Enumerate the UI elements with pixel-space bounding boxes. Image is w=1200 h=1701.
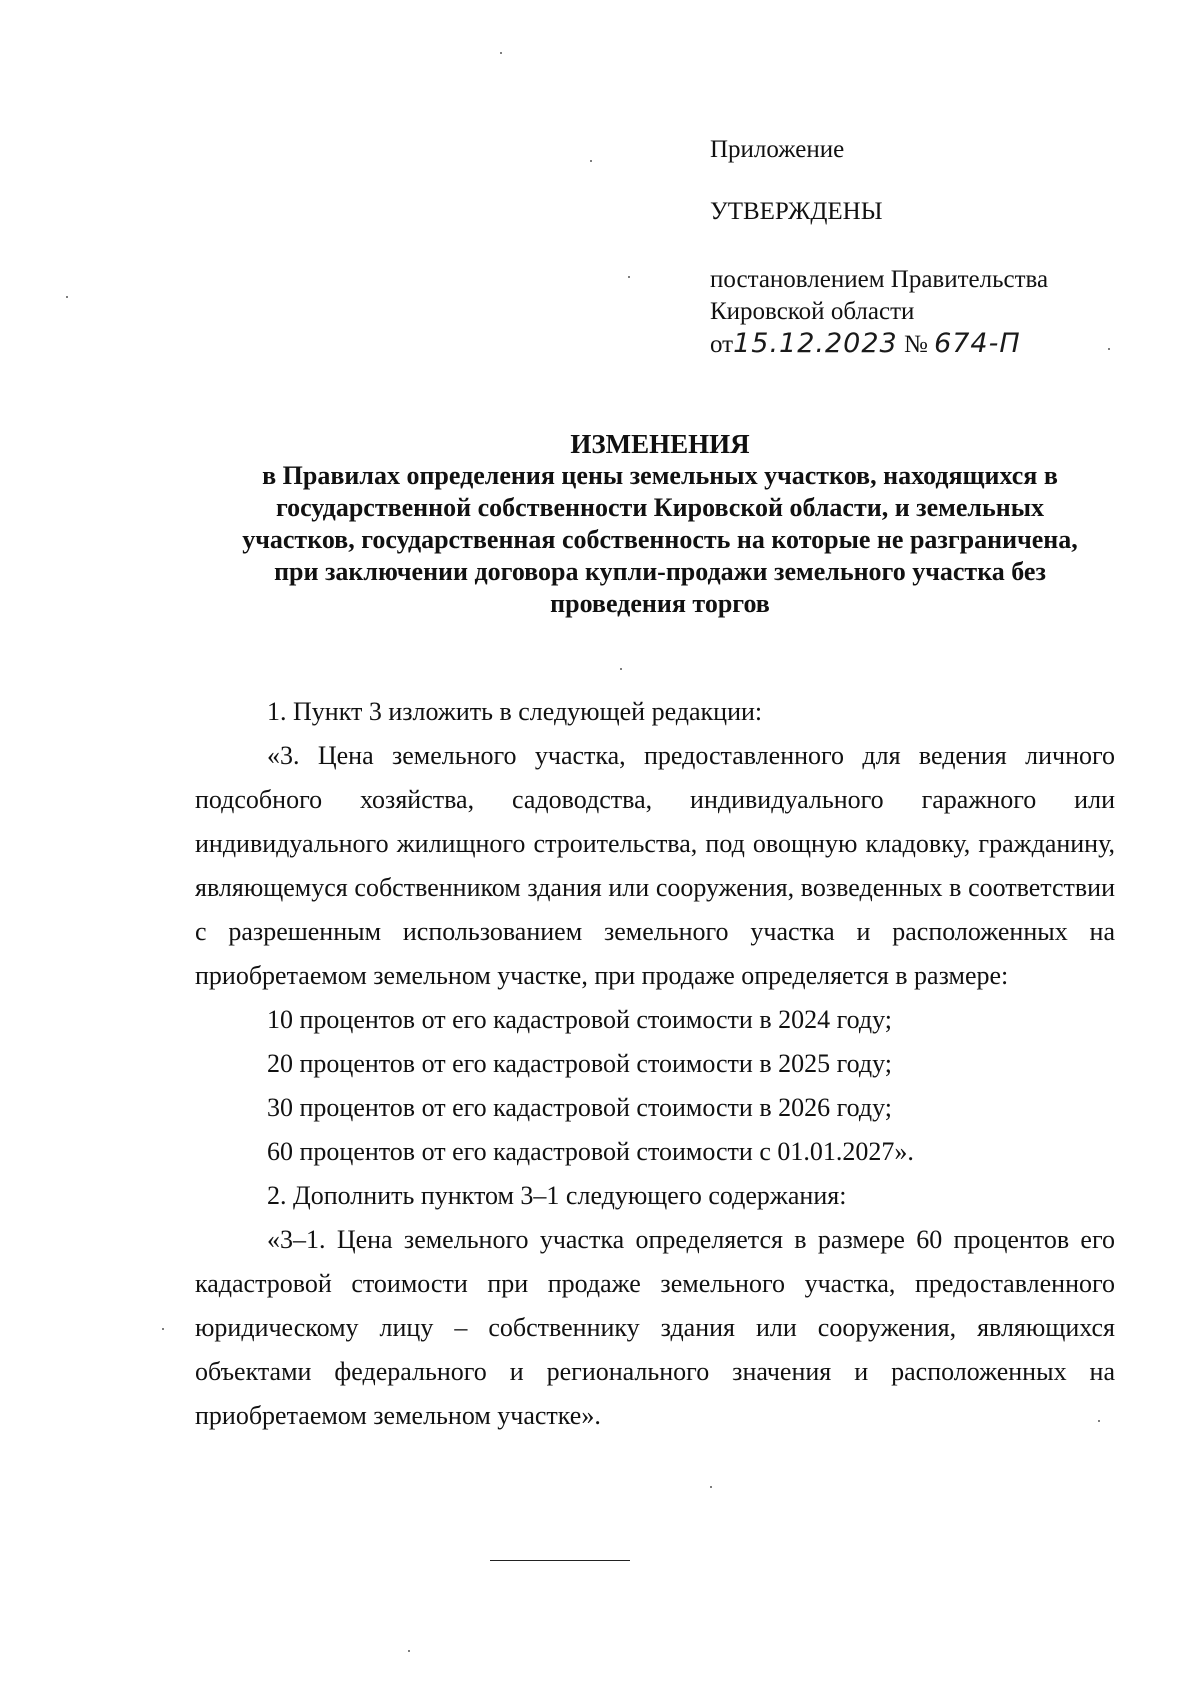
- number-sign: №: [903, 331, 928, 358]
- approved-label: УТВЕРЖДЕНЫ: [710, 198, 883, 225]
- paragraph-rate-2027: 60 процентов от его кадастровой стоимости с 01.01.2027».: [267, 1137, 914, 1166]
- title-line: участков, государственная собственность на которые не разграничена,: [242, 525, 1078, 554]
- scan-speck: [590, 160, 592, 162]
- document-body: [195, 690, 1115, 1438]
- title-heading: ИЗМЕНЕНИЯ: [570, 429, 750, 459]
- scan-speck: [408, 1650, 410, 1652]
- region-line: Кировской области: [710, 298, 915, 325]
- scan-speck: [710, 1486, 712, 1488]
- title-line: в Правилах определения цены земельных участков, находящихся в: [262, 461, 1058, 490]
- appendix-label: Приложение: [710, 136, 845, 163]
- paragraph-rate-2025: 20 процентов от его кадастровой стоимости в 2025 году;: [267, 1049, 892, 1078]
- scan-speck: [162, 1328, 164, 1330]
- scan-speck: [500, 52, 502, 54]
- handwritten-number: 674-П: [934, 328, 1021, 359]
- scan-speck: [1098, 1420, 1100, 1422]
- decree-line: постановлением Правительства: [710, 266, 1049, 293]
- closing-separator: [490, 1560, 630, 1561]
- title-line: проведения торгов: [550, 589, 770, 618]
- scan-speck: [1108, 348, 1110, 350]
- paragraph-item-1: 1. Пункт 3 изложить в следующей редакции:: [267, 697, 763, 726]
- title-line: при заключении договора купли-продажи земельного участка без: [274, 557, 1046, 586]
- document-title: [180, 428, 1140, 620]
- title-line: государственной собственности Кировской области, и земельных: [275, 493, 1045, 522]
- paragraph-point-3: «3. Цена земельного участка, предоставленного для ведения личного подсобного хозяйства, садоводства, индивидуального гаражного или индивидуального жилищного строительства, под овощную кладовку, гражданину, являющемуся собственником здания или сооружения, возведенных в соответствии с разрешенным использованием земельного участка и расположенных на приобретаемом земельном участке, при продаже определяется в размере:: [195, 741, 1115, 990]
- paragraph-rate-2024: 10 процентов от его кадастровой стоимости в 2024 году;: [267, 1005, 892, 1034]
- scan-speck: [628, 276, 630, 278]
- date-prefix: от: [710, 331, 734, 358]
- date-number-line: [710, 328, 1021, 361]
- scan-speck: [66, 296, 68, 298]
- paragraph-rate-2026: 30 процентов от его кадастровой стоимости в 2026 году;: [267, 1093, 892, 1122]
- handwritten-date: 15.12.2023: [733, 328, 898, 359]
- paragraph-point-3-1: «3–1. Цена земельного участка определяется в размере 60 процентов его кадастровой стоимости при продаже земельного участка, предоставленного юридическому лицу – собственнику здания или сооружения, являющихся объектами федерального и регионального значения и расположенных на приобретаемом земельном участке».: [195, 1225, 1115, 1430]
- scan-speck: [620, 668, 622, 670]
- paragraph-item-2: 2. Дополнить пунктом 3–1 следующего содержания:: [267, 1181, 847, 1210]
